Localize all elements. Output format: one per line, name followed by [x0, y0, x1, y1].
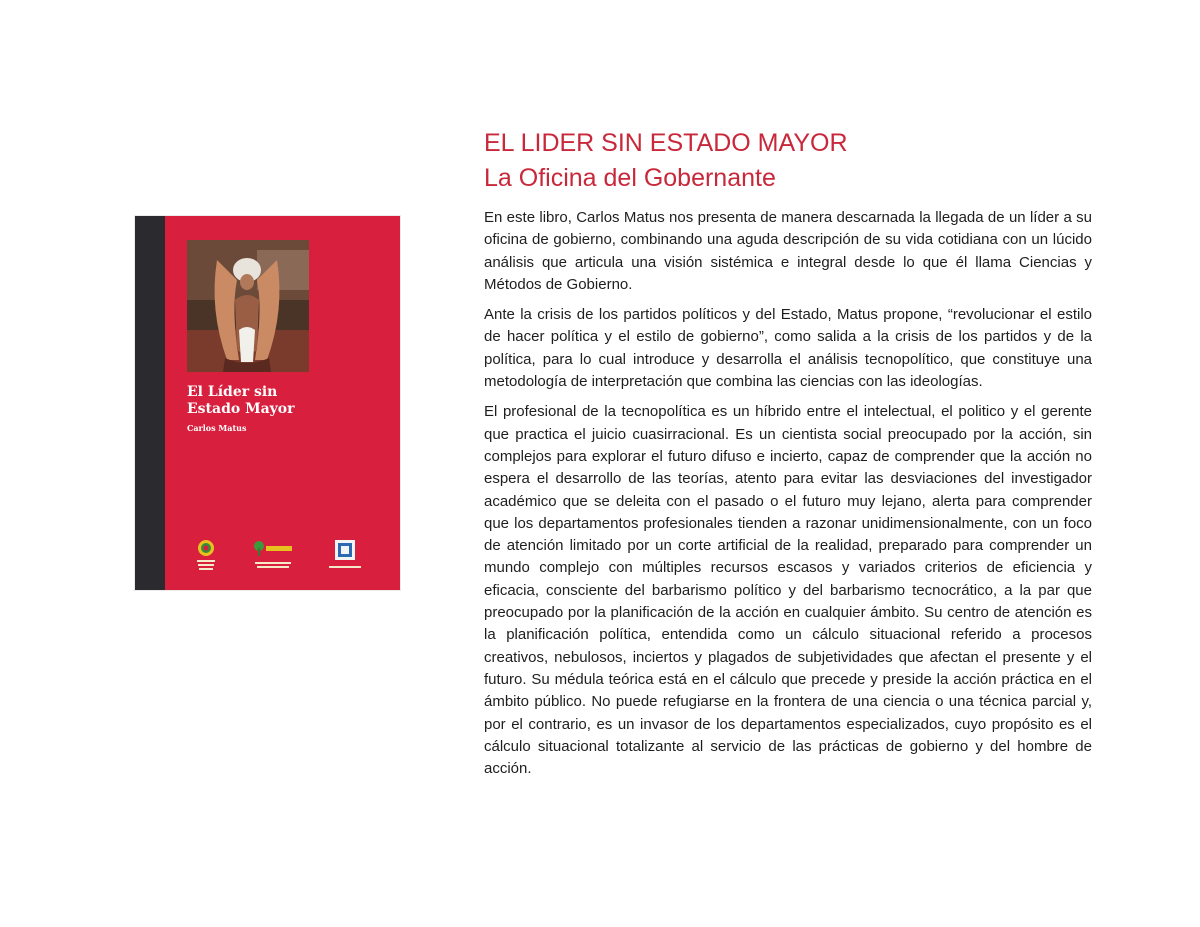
cover-title-line-1: El Líder sin — [187, 384, 278, 400]
cover-title — [187, 384, 387, 418]
university-logo-icon — [193, 538, 219, 574]
paragraph-1: En este libro, Carlos Matus nos presenta de manera descarnada la llegada de un líder a su oficina de gobierno, combinando una aguda descripción de su vida cotidiana con un lúcido análisis que articula una visión sistémica e integral desde lo que él llama Ciencias y Métodos de Gobierno. — [484, 209, 1092, 293]
building-logo-icon — [325, 538, 365, 574]
cover-author: Carlos Matus — [187, 423, 247, 433]
book-spine — [135, 216, 165, 590]
page-subtitle: La Oficina del Gobernante — [484, 164, 776, 192]
cover-painting — [187, 240, 309, 372]
cover-title-line-2: Estado Mayor — [187, 401, 295, 417]
paragraph-2: Ante la crisis de los partidos políticos y del Estado, Matus propone, “revolucionar el estilo de hacer política y el estilo de gobierno”, como salida a la crisis de los partidos y de la política, para lo cual introduce y desarrolla el análisis tecnopolítico, que constituye una metodología de interpretación que combina las ciencias con las ideologías. — [484, 306, 1092, 391]
body-text — [484, 207, 1092, 788]
tree-logo-icon — [251, 538, 295, 574]
paragraph-3: El profesional de la tecnopolítica es un híbrido entre el intelectual, el politico y el gerente que practica el juicio cuasirracional. Es un cientista social preocupado por la acción, sin complejos para explorar el futuro difuso e incierto, capaz de comprender que la acción no espera el desarrollo de las teorías, atento para evitar las desviaciones del investigador académico que se deleita con el pasado o el futuro muy lejano, alerta para comprender que los departamentos profesionales tienden a razonar unidimensionalmente, con un foco de atención limitado por un corte artificial de la realidad, preparado para comprender un mundo complejo con múltiples recursos escasos y variados criterios de eficiencia y eficacia, consciente del barbarismo político y del barbarismo tecnocrático, a la par que preocupado por la planificación de la acción en cualquier ámbito. Su centro de atención es la planificación política, entendida como un cálculo situacional referido a procesos creativos, nebulosos, inciertos y plagados de subjetividades que afectan el presente y el futuro. Su médula teórica está en el cálculo que precede y preside la acción práctica en el ámbito público. No puede refugiarse en la frontera de una ciencia o una técnica parcial y, por el contrario, es un invasor de los departamentos especializados, cuyo propósito es el cálculo situacional totalizante al servicio de las prácticas de gobierno y del hombre de acción. — [484, 403, 1092, 778]
book-cover — [135, 216, 400, 590]
page-title: EL LIDER SIN ESTADO MAYOR — [484, 129, 848, 157]
